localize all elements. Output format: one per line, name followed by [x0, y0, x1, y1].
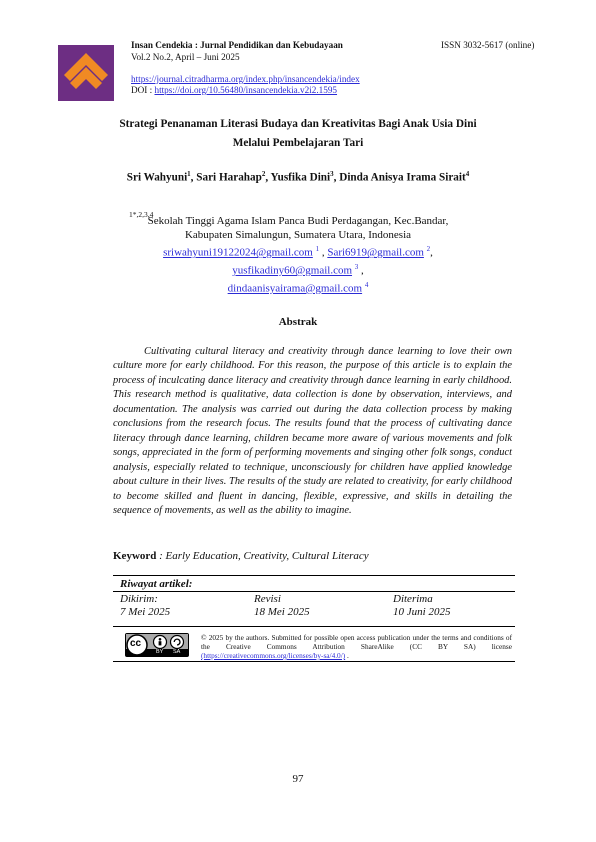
author-sup: 3	[330, 170, 334, 178]
article-title	[40, 115, 556, 153]
email-link[interactable]: Sari6919@gmail.com	[327, 247, 424, 260]
affiliation-line-1: Sekolah Tinggi Agama Islam Panca Budi Perdagangan, Kec.Bandar,	[147, 215, 449, 227]
title-line-1: Strategi Penanaman Literasi Budaya dan Kreativitas Bagi Anak Usia Dini	[119, 118, 477, 130]
author-name: Sri Wahyuni	[126, 171, 188, 184]
history-heading: Riwayat artikel:	[120, 578, 193, 590]
email-sup: 2	[426, 245, 431, 254]
author-name: Dinda Anisya Irama Sirait	[339, 171, 466, 184]
author-sup: 4	[465, 170, 470, 178]
email-link[interactable]: yusfikadiny60@gmail.com	[232, 264, 353, 277]
doi-label: DOI :	[131, 85, 155, 95]
author-sup: 2	[261, 170, 266, 178]
journal-logo-mark	[58, 45, 114, 101]
email-sup: 4	[364, 281, 369, 290]
email-line-2: yusfikadiny60@gmail.com $^3$ ,	[232, 263, 364, 277]
journal-url-link[interactable]: https://journal.citradharma.org/index.php/insancendekia/index	[131, 74, 360, 84]
email-sup: 3	[354, 263, 359, 272]
cc-by-sa-badge[interactable]	[125, 633, 189, 657]
history-top-rule	[113, 575, 515, 576]
email-sup: 1	[315, 245, 320, 254]
doi-link[interactable]: https://doi.org/10.56480/insancendekia.v2i2.1595	[154, 85, 338, 95]
license-link[interactable]: (https://creativecommons.org/licenses/by-sa/4.0/)	[201, 651, 346, 660]
history-heading-rule	[113, 591, 515, 592]
keywords	[113, 550, 369, 562]
journal-url[interactable]	[131, 74, 360, 84]
license-tail: .	[345, 651, 349, 660]
keyword-values: : Early Education, Creativity, Cultural Literacy	[156, 550, 369, 562]
abstract-heading: Abstrak	[278, 316, 318, 328]
page-number: 97	[292, 773, 304, 785]
abstract-text: Cultivating cultural literacy and creativity through dance learning to love their own culture more for early childhood. For this reason, the purpose of this article is to explain the process of inculcating dance literacy and creativity through dance learning in early childhood. This research method is qualitative, data collection is done by observation, interviews, and documentation. The analysis was carried out during the data collection process by making conclusions from the research focus. The results found that the process of cultivating dance literacy through dance learning, children became more aware of various movements and folk songs, appreciated in the form of performing movements and singing other folk songs, conduct analysis, especially related to technique, unconsciously for children have applied knowledge about culture in their lives. The results of the study are related to creativity, for early childhood to become skilled and fluent in dancing, flexible, expressive, and skills in detailing the sequence of movements, as well as the ability to imagine.	[113, 346, 512, 516]
by-badge-label: BY	[156, 649, 164, 655]
sa-badge-label: SA	[173, 649, 181, 655]
author-sup: 1	[187, 170, 191, 178]
history-bottom-rule	[113, 626, 515, 627]
journal-logo	[58, 45, 114, 101]
title-line-2: Melalui Pembelajaran Tari	[232, 137, 364, 149]
cc-badge-label: cc	[130, 638, 142, 649]
accepted-date: 10 Juni 2025	[393, 606, 451, 618]
revised-label: Revisi	[254, 593, 281, 605]
doi-line	[131, 85, 337, 95]
license-statement: © 2025 by the authors. Submitted for possible open access publication under the terms and conditions of the Creative Commons Attribution ShareAlike (CC BY SA) license	[201, 633, 512, 651]
email-link[interactable]: dindaanisyairama@gmail.com	[227, 282, 363, 295]
affiliation	[40, 214, 556, 296]
email-line-1: sriwahyuni19122024@gmail.com $^1$ , Sari6919@gmail.com $^2$,	[163, 245, 433, 260]
email-line-3	[40, 278, 556, 296]
accepted-label: Diterima	[393, 593, 433, 605]
submitted-date: 7 Mei 2025	[120, 606, 171, 618]
license-bottom-rule	[113, 661, 515, 662]
journal-title: Insan Cendekia : Jurnal Pendidikan dan Kebudayaan	[131, 40, 343, 50]
license-text	[201, 633, 512, 660]
author-list: Sri Wahyuni$^1$, Sari Harahap$^2$, Yusfika Dini$^3$, Dinda Anisya Irama Sirait$^4$	[126, 170, 470, 184]
revised-date: 18 Mei 2025	[254, 606, 310, 618]
volume-info: Vol.2 No.2, April – Juni 2025	[131, 52, 240, 62]
author-name: Yusfika Dini	[270, 171, 331, 184]
email-link[interactable]: sriwahyuni19122024@gmail.com	[163, 247, 313, 260]
keyword-label: Keyword	[113, 550, 157, 562]
affiliation-line-2: Kabupaten Simalungun, Sumatera Utara, Indonesia	[184, 229, 412, 242]
submitted-label: Dikirim:	[120, 593, 158, 605]
author-name: Sari Harahap	[196, 171, 262, 184]
issn: ISSN 3032-5617 (online)	[441, 40, 535, 50]
affiliation-marker: 1*,2,3,4	[129, 210, 154, 219]
